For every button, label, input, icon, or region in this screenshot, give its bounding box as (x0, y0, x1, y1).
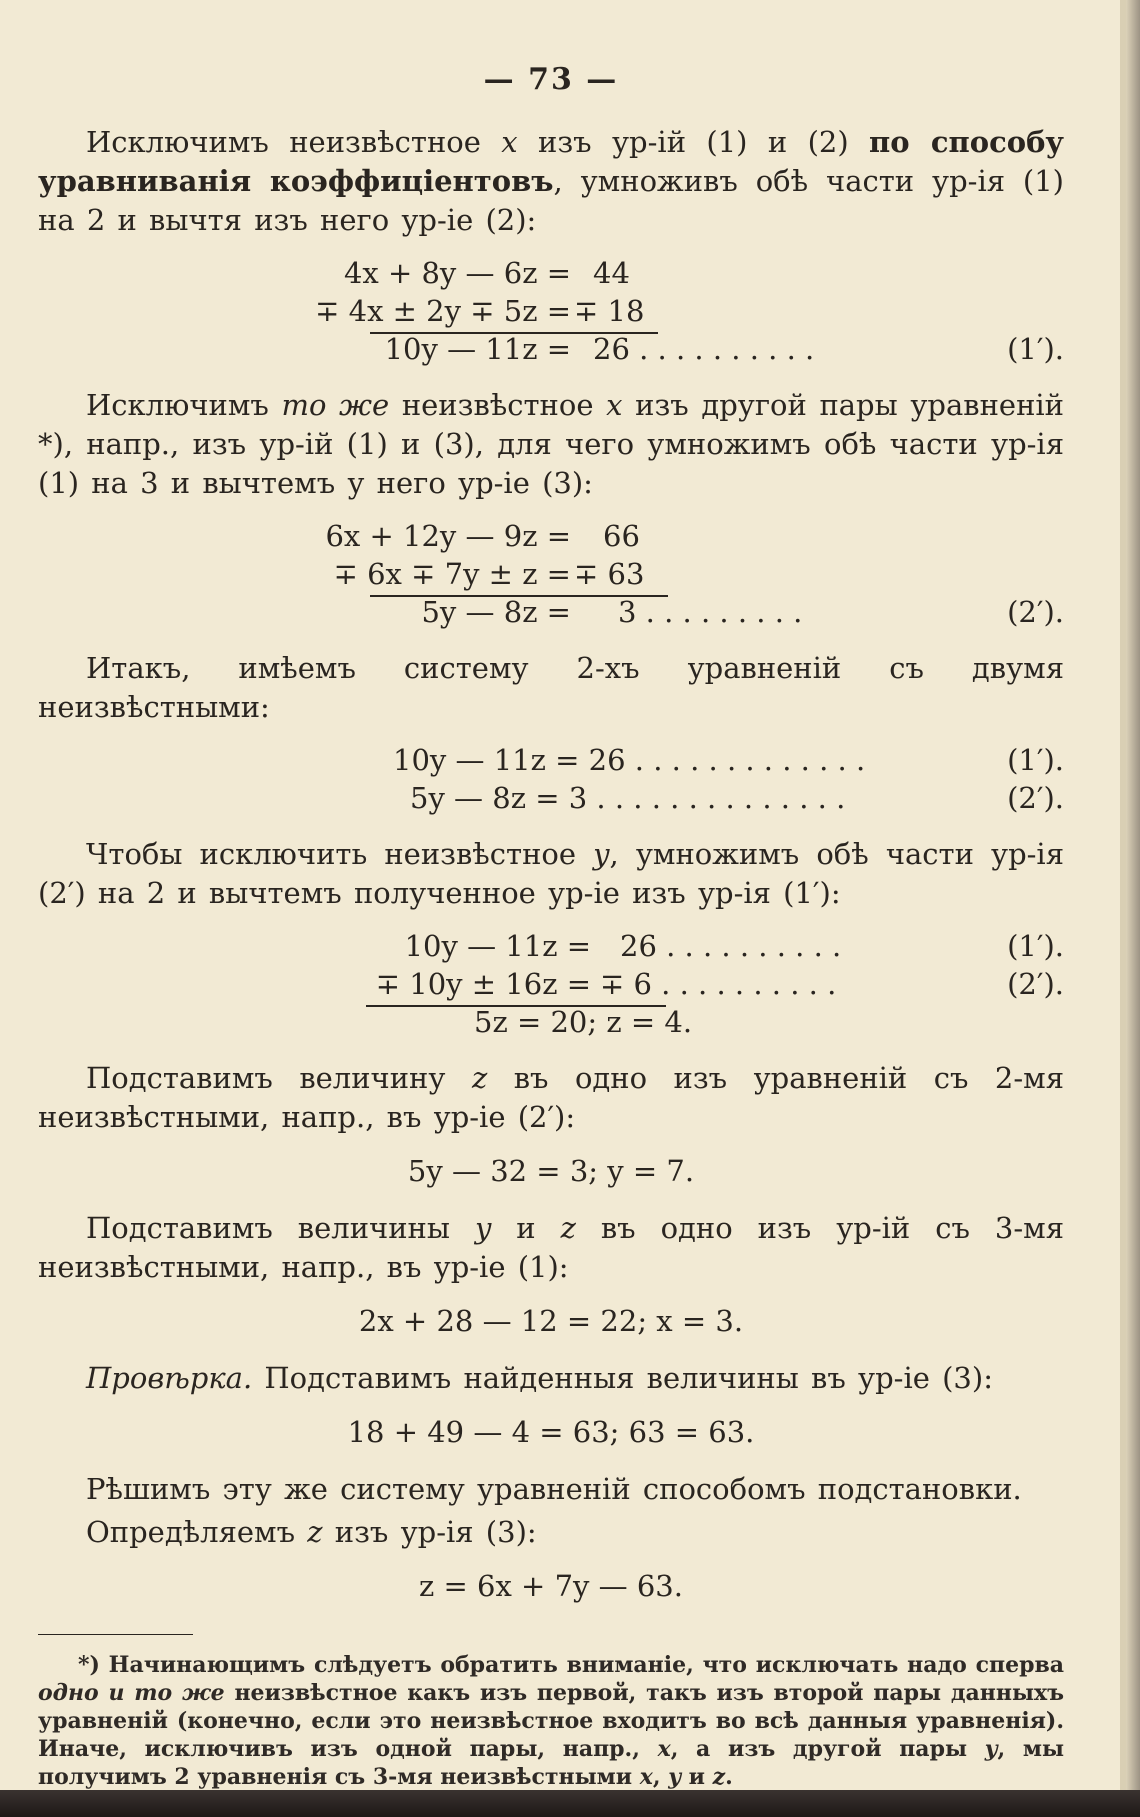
text-run: , мы получимъ 2 уравненія съ 3-мя неизвѣстными (38, 1736, 1065, 1790)
paragraph-8: Рѣшимъ эту же систему уравненій способомъ подстановки. (86, 1472, 1022, 1506)
equation-left: ∓ 10y ± 16z = (375, 967, 591, 1001)
scan-bottom-edge (0, 1790, 1140, 1817)
variable: y (474, 1211, 492, 1245)
equation-tag: (1′). (1007, 743, 1064, 777)
equation-block-2 (38, 517, 1064, 631)
text-run: , а изъ другой пары (670, 1736, 985, 1762)
text-run: . (725, 1764, 733, 1790)
equation-8: z = 6x + 7y — 63. (419, 1569, 683, 1603)
equation-tag: (1′). (1007, 929, 1064, 963)
paragraph-4 (38, 835, 1064, 913)
text-run: Чтобы исключить неизвѣстное (86, 837, 594, 871)
text-run: Исключимъ (86, 388, 282, 422)
equation-left: 10y — 11z = (384, 332, 571, 366)
equation-line (38, 330, 1064, 368)
equation: 10y — 11z = 26 . . . . . . . . . . . . . (393, 743, 866, 777)
text-run: Исключимъ неизвѣстное (86, 125, 502, 159)
equation-right: ∓ 63 (574, 557, 645, 591)
text-run: изъ ур-ія (3): (322, 1515, 537, 1549)
equation-6: 2x + 28 — 12 = 22; x = 3. (358, 1304, 744, 1338)
paragraph-5 (38, 1059, 1064, 1137)
variable: y (668, 1764, 682, 1790)
text-run: Подставимъ величину (86, 1061, 472, 1095)
text-run: Опредѣляемъ (86, 1515, 308, 1549)
italic-text: одно и то же (38, 1680, 225, 1706)
equation-line (38, 927, 1064, 965)
text-run: Подставимъ величины (86, 1211, 475, 1245)
equation-block-1 (38, 254, 1064, 368)
equation-line (38, 779, 1064, 817)
variable: x (657, 1736, 671, 1762)
equation-right: 26 . . . . . . . . . . (593, 332, 815, 366)
paragraph-6 (38, 1209, 1064, 1287)
bold-text: по способу уравниванія коэффиціентовъ (38, 125, 1064, 198)
text-run: изъ другой пары уравненій *), напр., изъ ур-iй (1) и (3), для чего умножимъ обѣ части ур-ія (1) на 3 и вычтемъ у него ур-іе (3): (38, 388, 1064, 500)
equation: 5z = 20; z = 4. (474, 1005, 693, 1039)
page-number: — 73 — (483, 62, 619, 97)
italic-text: то же (281, 388, 390, 422)
text-run: , умножимъ обѣ части ур-ія (2′) на 2 и вычтемъ полученное ур-іе изъ ур-ія (1′): (38, 837, 1064, 910)
variable: x (639, 1764, 653, 1790)
paragraph-1 (38, 123, 1064, 240)
equation-tag: (1′). (1007, 332, 1064, 366)
variable: z (560, 1211, 576, 1245)
equation-line (38, 965, 1064, 1003)
text-run: неизвѣстное (389, 388, 607, 422)
equation-line (38, 292, 1064, 330)
equation-left: ∓ 4x ± 2y ∓ 5z = (315, 294, 571, 328)
text-run: и (491, 1211, 561, 1245)
page-content (38, 62, 1064, 1791)
text-run: Подставимъ найденныя величины въ ур-іе (3): (252, 1361, 993, 1395)
equation-5: 5y — 32 = 3; y = 7. (407, 1154, 695, 1188)
equation-right: 44 (593, 256, 630, 290)
equation-line (38, 555, 1064, 593)
page-edge-shadow (1126, 0, 1140, 1817)
paragraph-3: Итакъ, имѣемъ систему 2-хъ уравненій съ двумя неизвѣстными: (38, 651, 1064, 724)
text-run: изъ ур-iй (1) и (2) (517, 125, 870, 159)
variable: z (712, 1764, 726, 1790)
equation-block-4 (38, 927, 1064, 1041)
italic-text: Провѣрка. (86, 1361, 253, 1395)
footnote-separator (38, 1634, 193, 1635)
text-run: и (681, 1764, 713, 1790)
text-run: неизвѣстное какъ изъ первой, такъ изъ второй пары данныхъ уравненій (конечно, если это неизвѣстное входитъ во всѣ данныя уравненія). Иначе, исключивъ изъ одной пары, напр., (38, 1680, 1064, 1762)
equation-right: 3 . . . . . . . . . (618, 595, 803, 629)
variable: x (501, 125, 518, 159)
paragraph-9 (38, 1513, 1064, 1552)
equation-tag: (2′). (1007, 781, 1064, 815)
equation-7: 18 + 49 — 4 = 63; 63 = 63. (347, 1415, 755, 1449)
paragraph-2 (38, 386, 1064, 503)
equation-line (38, 254, 1064, 292)
text-run: , (652, 1764, 669, 1790)
equation-block-3 (38, 741, 1064, 817)
text-run: *) Начинающимъ слѣдуетъ обратить вниманіе, что исключать надо сперва (78, 1652, 1064, 1678)
variable: x (606, 388, 623, 422)
footnote (38, 1651, 1064, 1791)
equation-left: 10y — 11z = (404, 929, 591, 963)
equation-line (38, 1003, 1064, 1041)
equation-tag: (2′). (1007, 595, 1064, 629)
equation-left: 4x + 8y — 6z = (343, 256, 571, 290)
equation-left: 5y — 8z = (421, 595, 571, 629)
equation-line (38, 517, 1064, 555)
equation-left: ∓ 6x ∓ 7y ± z = (333, 557, 571, 591)
variable: y (984, 1736, 998, 1762)
equation-right: 26 . . . . . . . . . . (620, 929, 842, 963)
variable: y (593, 837, 610, 871)
equation-right: ∓ 18 (574, 294, 645, 328)
equation-line (38, 741, 1064, 779)
equation-left: 6x + 12y — 9z = (325, 519, 571, 553)
paragraph-7 (38, 1359, 1064, 1398)
equation: 5y — 8z = 3 . . . . . . . . . . . . . . (410, 781, 846, 815)
variable: z (307, 1515, 323, 1549)
text-run: въ одно изъ ур-iй съ 3-мя неизвѣстными, напр., въ ур-іе (1): (38, 1211, 1064, 1284)
equation-right: 66 (603, 519, 640, 553)
text-run: , умноживъ обѣ части ур-ія (1) на 2 и вычтя изъ него ур-іе (2): (38, 164, 1064, 237)
variable: z (471, 1061, 488, 1095)
equation-tag: (2′). (1007, 967, 1064, 1001)
equation-right: ∓ 6 . . . . . . . . . . (600, 967, 837, 1001)
text-run: въ одно изъ уравненій съ 2-мя неизвѣстными, напр., въ ур-іе (2′): (38, 1061, 1065, 1134)
equation-line (38, 593, 1064, 631)
